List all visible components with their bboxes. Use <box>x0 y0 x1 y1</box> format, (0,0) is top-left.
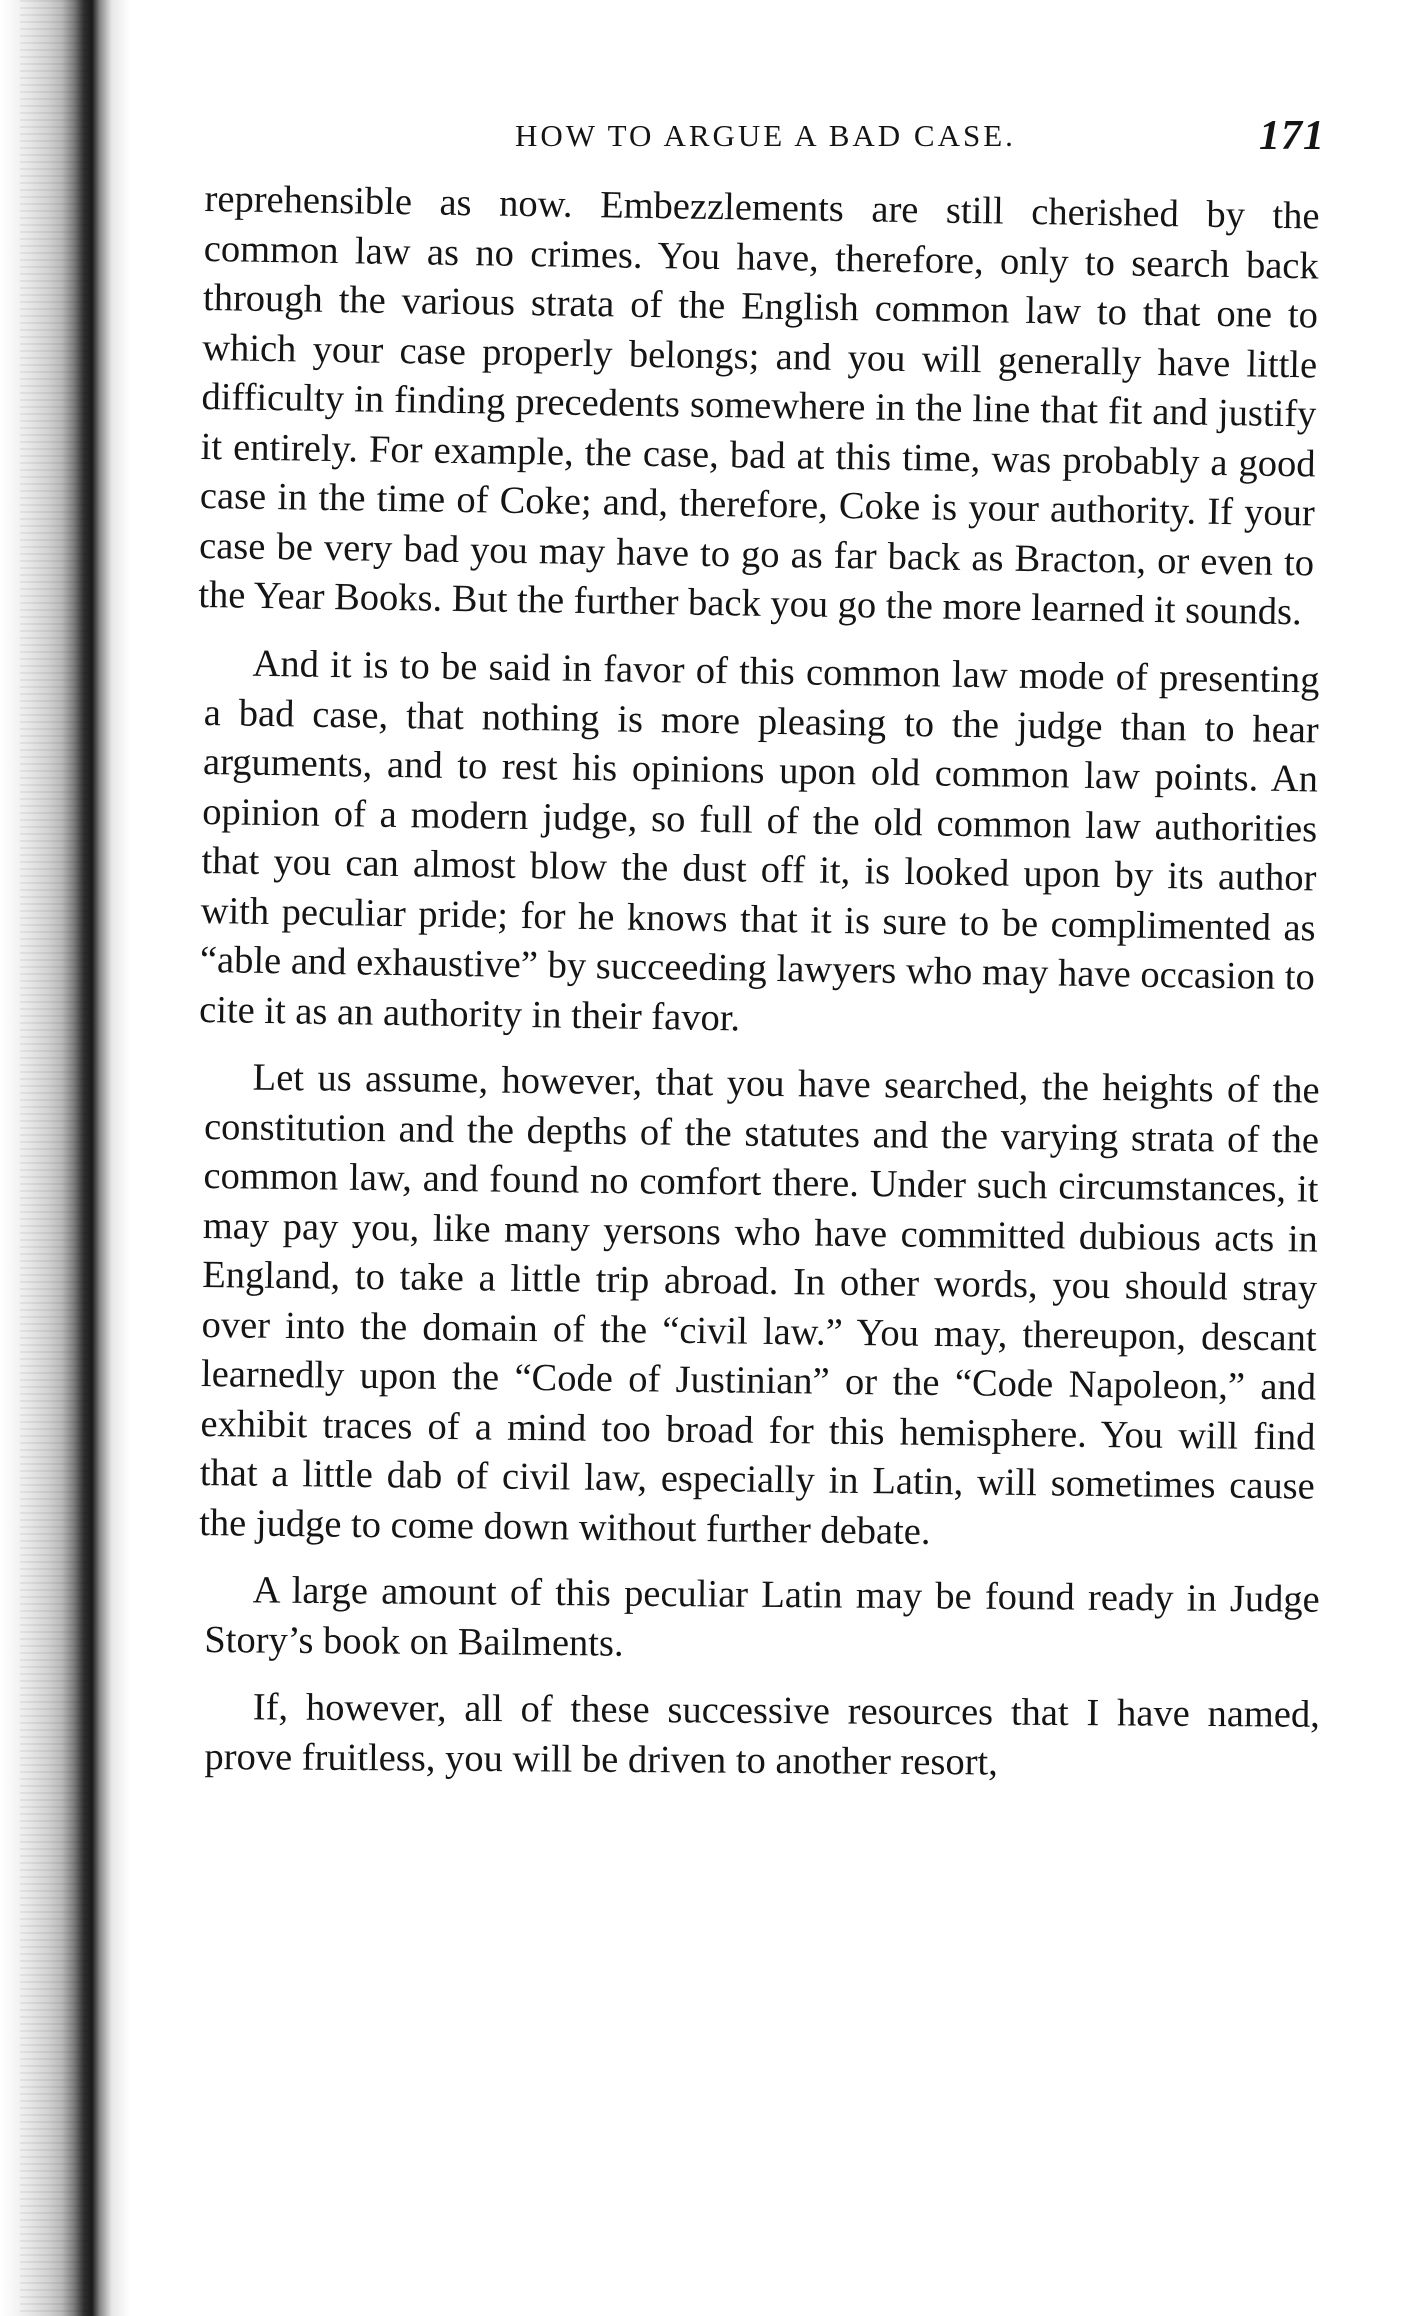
paragraph-civil-law: Let us assume, however, that you have searched, the heights of the constitution and the depths of the statutes and the varying strata of the common law, and found no comfort there. Under such circumstances, it may pay you, like many yersons who have committed dubious acts in England, to take a little trip abroad. In other words, you should stray over into the domain of the “civil law.” You may, thereupon, descant learnedly upon the “Code of Justinian” or the “Code Napoleon,” and exhibit traces of a mind too broad for this hemisphere. You will find that a little dab of civil law, especially in Latin, will sometimes cause the judge to come down without further debate. <box>199 1056 1320 1552</box>
paragraph-story-bailments: A large amount of this peculiar Latin may be found ready in Judge Story’s book on Bailments. <box>204 1568 1320 1664</box>
paragraph-common-law-mode: And it is to be said in favor of this common law mode of presenting a bad case, that nothing is more pleasing to the judge than to hear arguments, and to rest his opinions upon old common law points. An opinion of a modern judge, so full of the old common law authorities that you can almost blow the dust off it, is looked upon by its author with peculiar pride; for he knows that it is sure to be complimented as “able and exhaustive” by succeeding lawyers who may have occasion to cite it as an authority in their favor. <box>198 642 1320 1039</box>
running-head <box>215 112 1325 172</box>
paragraph-another-resort: If, however, all of these successive resources that I have named, prove fruitless, you will be driven to another resort, <box>204 1685 1320 1783</box>
book-binding-edge <box>0 0 130 2316</box>
page-body <box>198 175 1320 1800</box>
paragraph-continued: reprehensible as now. Embezzlements are still cherished by the common law as no crimes. You have, therefore, only to search back through the various strata of the English common law to that one to which your case properly belongs; and you will generally have little difficulty in finding precedents somewhere in the line that fit and justify it entirely. For example, the case, bad at this time, was probably a good case in the time of Coke; and, therefore, Coke is your authority. If your case be very bad you may have to go as far back as Bracton, or even to the Year Books. But the further back you go the more learned it sounds. <box>198 177 1320 634</box>
running-title: HOW TO ARGUE A BAD CASE. <box>515 118 1016 153</box>
page-number: 171 <box>1259 113 1325 159</box>
